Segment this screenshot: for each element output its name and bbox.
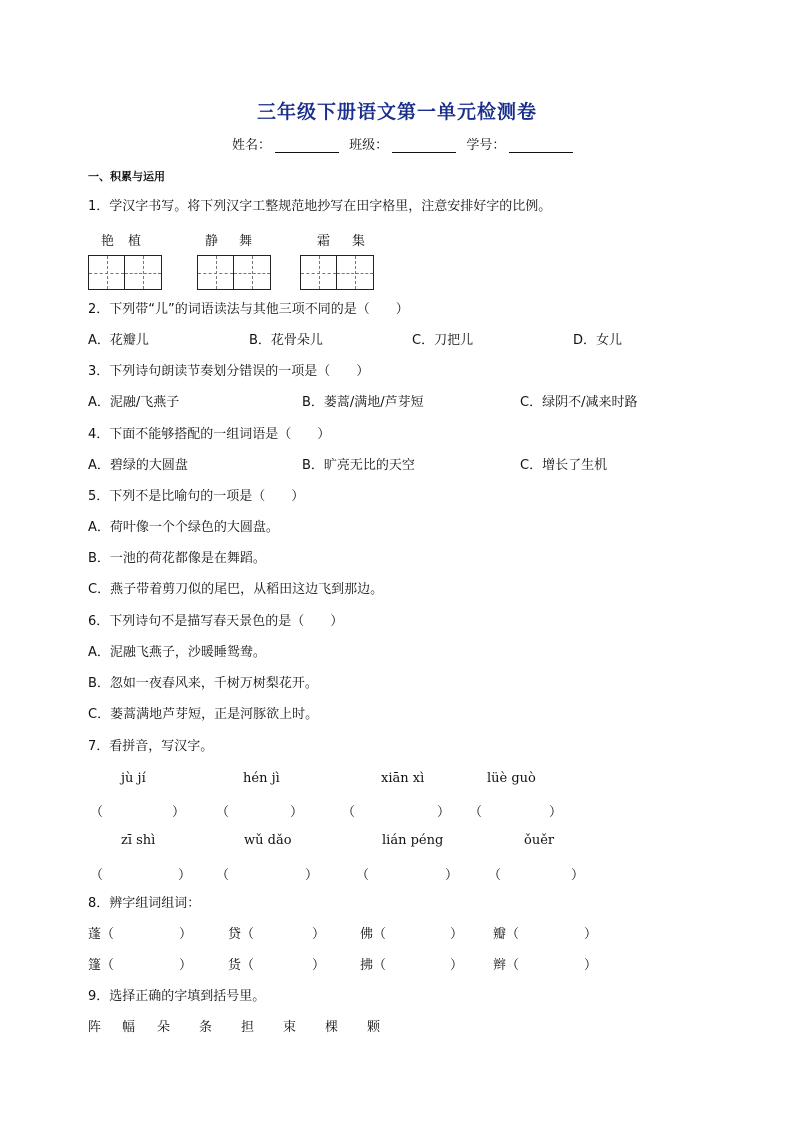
answer-paren-close[interactable]: ） (290, 805, 304, 820)
option-b[interactable]: B．一池的荷花都像是在舞蹈。 (88, 551, 266, 566)
measure-word: 阵 (88, 1020, 102, 1035)
word-blank-close[interactable]: ） (584, 958, 598, 973)
answer-paren-open[interactable]: （ (488, 868, 502, 883)
word-blank-close[interactable]: ） (450, 927, 464, 942)
question-1: 1．学汉字书写。将下列汉字工整规范地抄写在田字格里，注意安排好字的比例。 (88, 199, 552, 214)
answer-paren-close[interactable]: ） (172, 805, 186, 820)
class-blank[interactable] (392, 139, 456, 153)
measure-word: 担 (241, 1020, 255, 1035)
question-8: 8．辨字组词组词： (88, 896, 201, 911)
class-label: 班级： (349, 138, 389, 153)
measure-word: 幅 (122, 1020, 136, 1035)
word-blank-close[interactable]: ） (450, 958, 464, 973)
word-blank-close[interactable]: ） (179, 958, 193, 973)
word-blank[interactable]: 贷（ (228, 927, 255, 942)
page-title: 三年级下册语文第一单元检测卷 (256, 101, 537, 123)
word-blank[interactable]: 佛（ (360, 927, 387, 942)
option-a[interactable]: A．花瓣儿 (88, 333, 149, 348)
pinyin-label: xiān xì (381, 771, 425, 786)
option-a[interactable]: A．碧绿的大圆盘 (88, 458, 188, 473)
option-a[interactable]: A．泥融飞燕子，沙暖睡鸳鸯。 (88, 645, 266, 660)
word-blank-close[interactable]: ） (312, 927, 326, 942)
measure-word: 朵 (157, 1020, 171, 1035)
word-blank[interactable]: 货（ (228, 958, 255, 973)
word-blank-close[interactable]: ） (584, 927, 598, 942)
grid-cell[interactable] (301, 256, 337, 289)
id-blank[interactable] (509, 139, 573, 153)
grid-cell[interactable] (337, 256, 373, 289)
tianzi-grid[interactable] (300, 255, 374, 290)
answer-paren-close[interactable]: ） (571, 868, 585, 883)
option-c[interactable]: C．蒌蒿满地芦芽短，正是河豚欲上时。 (88, 707, 319, 722)
student-info-line (232, 134, 579, 153)
word-blank[interactable]: 蓬（ (88, 927, 115, 942)
answer-paren-close[interactable]: ） (305, 868, 319, 883)
question-9: 9．选择正确的字填到括号里。 (88, 989, 266, 1004)
section-heading: 一、积累与运用 (88, 170, 165, 183)
pinyin-label: zī shì (121, 833, 156, 848)
option-b[interactable]: B．忽如一夜春风来，千树万树梨花开。 (88, 676, 318, 691)
pinyin-label: hén jì (243, 771, 280, 786)
option-b[interactable]: B．花骨朵儿 (249, 333, 323, 348)
measure-word: 棵 (325, 1020, 339, 1035)
option-a[interactable]: A．荷叶像一个个绿色的大圆盘。 (88, 520, 279, 535)
id-label: 学号： (466, 138, 506, 153)
question-5: 5．下列不是比喻句的一项是（ ） (88, 489, 305, 504)
answer-paren-open[interactable]: （ (469, 805, 483, 820)
copy-char: 霜 (317, 234, 331, 249)
answer-paren-open[interactable]: （ (90, 868, 104, 883)
pinyin-label: jù jí (121, 771, 146, 786)
copy-char: 艳 (101, 234, 115, 249)
option-c[interactable]: C．绿阴不/减来时路 (520, 395, 638, 410)
word-blank[interactable]: 辫（ (493, 958, 520, 973)
answer-paren-close[interactable]: ） (178, 868, 192, 883)
word-blank[interactable]: 瓣（ (493, 927, 520, 942)
option-c[interactable]: C．刀把儿 (412, 333, 474, 348)
pinyin-label: lüè guò (487, 771, 536, 786)
copy-char: 植 (128, 234, 142, 249)
measure-word: 条 (199, 1020, 213, 1035)
answer-paren-close[interactable]: ） (437, 805, 451, 820)
question-4: 4．下面不能够搭配的一组词语是（ ） (88, 427, 331, 442)
name-blank[interactable] (275, 139, 339, 153)
answer-paren-close[interactable]: ） (445, 868, 459, 883)
word-blank[interactable]: 拂（ (360, 958, 387, 973)
option-d[interactable]: D．女儿 (573, 333, 623, 348)
option-b[interactable]: B．旷亮无比的天空 (302, 458, 415, 473)
option-a[interactable]: A．泥融/飞燕子 (88, 395, 180, 410)
copy-char: 舞 (239, 234, 253, 249)
option-b[interactable]: B．蒌蒿/满地/芦芽短 (302, 395, 424, 410)
tianzi-grid[interactable] (88, 255, 162, 290)
grid-cell[interactable] (234, 256, 270, 289)
measure-word: 束 (283, 1020, 297, 1035)
copy-char: 静 (205, 234, 219, 249)
question-2: 2．下列带“儿”的词语读法与其他三项不同的是（ ） (88, 302, 409, 317)
question-6: 6．下列诗句不是描写春天景色的是（ ） (88, 614, 344, 629)
word-blank[interactable]: 篷（ (88, 958, 115, 973)
pinyin-label: ǒuěr (524, 833, 555, 848)
answer-paren-open[interactable]: （ (90, 805, 104, 820)
measure-word: 颗 (367, 1020, 381, 1035)
answer-paren-close[interactable]: ） (549, 805, 563, 820)
answer-paren-open[interactable]: （ (216, 868, 230, 883)
question-3: 3．下列诗句朗读节奏划分错误的一项是（ ） (88, 364, 370, 379)
answer-paren-open[interactable]: （ (342, 805, 356, 820)
grid-cell[interactable] (89, 256, 125, 289)
word-blank-close[interactable]: ） (312, 958, 326, 973)
option-c[interactable]: C．增长了生机 (520, 458, 608, 473)
copy-char: 集 (352, 234, 366, 249)
option-c[interactable]: C．燕子带着剪刀似的尾巴，从稻田这边飞到那边。 (88, 582, 384, 597)
word-blank-close[interactable]: ） (179, 927, 193, 942)
grid-cell[interactable] (198, 256, 234, 289)
name-label: 姓名： (232, 138, 272, 153)
tianzi-grid[interactable] (197, 255, 271, 290)
question-7: 7．看拼音，写汉字。 (88, 739, 214, 754)
answer-paren-open[interactable]: （ (356, 868, 370, 883)
grid-cell[interactable] (125, 256, 161, 289)
pinyin-label: wǔ dǎo (244, 833, 292, 848)
pinyin-label: lián péng (382, 833, 444, 848)
answer-paren-open[interactable]: （ (216, 805, 230, 820)
